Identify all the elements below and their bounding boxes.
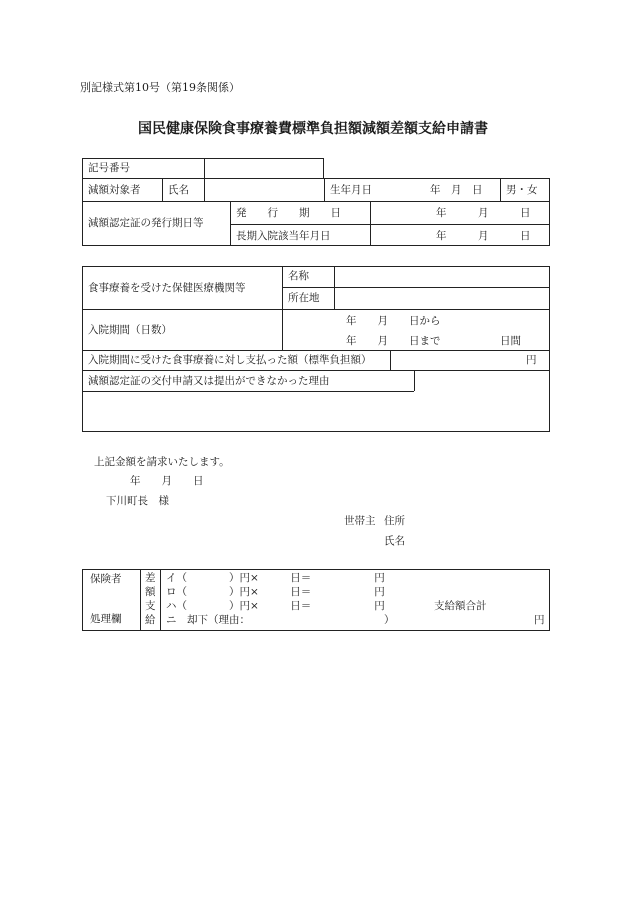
reason-textarea[interactable] [84,393,548,430]
facility-address-label: 所在地 [288,292,320,304]
paid-amount-input[interactable] [392,352,526,368]
calc-row-ni[interactable]: ニ 却下（理由： [166,614,250,626]
cert-date-label: 減額認定証の発行期日等 [88,217,204,229]
diff-label-4: 給 [145,614,156,626]
paid-amount-unit: 円 [526,354,537,366]
period-days[interactable]: 日間 [500,335,521,347]
reason-label: 減額認定証の交付申請又は提出ができなかった理由 [88,375,330,387]
request-date[interactable]: 年 月 日 [130,475,204,487]
request-statement: 上記金額を請求いたします。 [94,456,230,468]
issue-date-value[interactable]: 年 月 日 [436,207,531,219]
diff-label-1: 差 [145,572,156,584]
subject-name-input[interactable] [206,181,322,199]
total-label: 支給額合計 [434,600,487,612]
period-label: 入院期間（日数） [88,324,172,336]
facility-address-input[interactable] [336,289,548,307]
period-from[interactable]: 年 月 日から [346,315,441,327]
diff-label-2: 額 [145,586,156,598]
period-to[interactable]: 年 月 日まで [346,335,441,347]
calc-row-i[interactable]: イ（ ）円× 日＝ 円 [166,572,385,584]
gender-select[interactable]: 男・女 [506,184,538,196]
insurer-label: 保険者 [90,573,122,585]
birthdate-label: 生年月日 [330,184,372,196]
facility-label: 食事療養を受けた保健医療機関等 [88,282,246,294]
householder-address-label: 住所 [384,515,405,527]
record-no-label: 記号番号 [88,162,130,174]
name-label: 氏名 [168,184,189,196]
processing-label: 処理欄 [90,613,122,625]
householder-label: 世帯主 [344,515,376,527]
record-no-input[interactable] [206,160,322,177]
issue-date-label: 発 行 期 日 [236,207,341,219]
reject-close-paren: ） [384,614,395,626]
facility-name-label: 名称 [288,270,309,282]
calc-row-ro[interactable]: ロ（ ）円× 日＝ 円 [166,586,385,598]
diff-label-3: 支 [145,600,156,612]
form-number: 別記様式第10号（第19条関係） [80,81,240,94]
calc-row-ha[interactable]: ハ（ ）円× 日＝ 円 [166,600,385,612]
form-title: 国民健康保険食事療養費標準負担額減額差額支給申請書 [138,121,488,137]
subject-label: 減額対象者 [88,184,141,196]
birthdate-value[interactable]: 年 月 日 [430,184,483,196]
total-unit: 円 [534,614,545,626]
householder-name-label: 氏名 [384,535,405,547]
long-stay-label: 長期入院該当年月日 [236,230,331,242]
facility-name-input[interactable] [336,268,548,286]
mayor-addressee: 下川町長 様 [106,495,169,507]
paid-amount-label: 入院期間に受けた食事療養に対し支払った額（標準負担額） [88,354,372,366]
long-stay-value[interactable]: 年 月 日 [436,230,531,242]
